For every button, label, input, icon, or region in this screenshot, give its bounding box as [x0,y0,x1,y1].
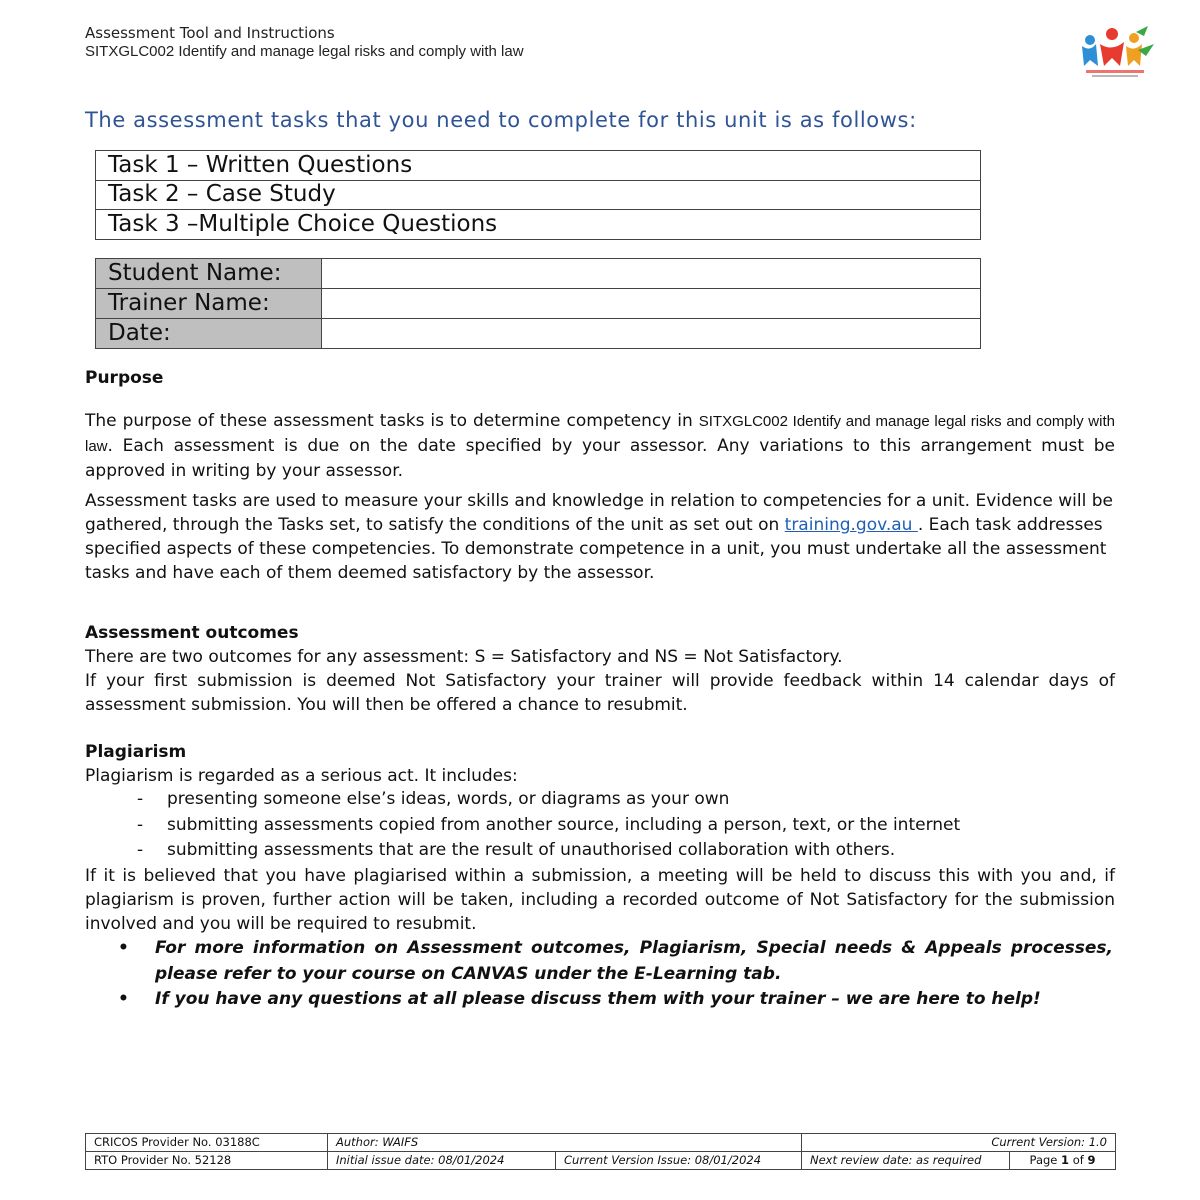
plagiarism-list [137,787,960,864]
purpose-paragraph-2 [85,489,1115,585]
section-heading: The assessment tasks that you need to complete for this unit is as follows: [85,108,917,132]
next-review-date: Next review date: as required [802,1152,1010,1170]
cricos-provider: CRICOS Provider No. 03188C [86,1134,328,1152]
page-prefix: Page [1029,1153,1062,1167]
list-item: • For more information on Assessment outcomes, Plagiarism, Special needs & Appeals processes, please refer to your course on CANVAS under the E-Learning tab. [118,936,1113,987]
notes-list [118,936,1113,1013]
student-name-label: Student Name: [96,259,322,289]
purpose-text: The purpose of these assessment tasks is to determine competency in [85,411,699,431]
task-row: Task 2 – Case Study [96,180,981,210]
current-version-issue: Current Version Issue: 08/01/2024 [556,1152,802,1170]
tasks-table [95,150,981,240]
task-row: Task 3 –Multiple Choice Questions [96,210,981,240]
outcomes-line-2: If your first submission is deemed Not Satisfactory your trainer will provide feedback within 14 calendar days of assessment submission. You will then be offered a chance to resubmit. [85,671,1115,715]
page-number [1010,1152,1116,1170]
student-details-table [95,258,981,349]
student-name-field[interactable] [322,259,981,289]
plagiarism-heading: Plagiarism [85,742,187,762]
plagiarism-intro: Plagiarism is regarded as a serious act. It includes: [85,766,518,786]
page-total: 9 [1087,1153,1096,1167]
initial-issue-date: Initial issue date: 08/01/2024 [328,1152,556,1170]
list-item-text: submitting assessments that are the result of unauthorised collaboration with others. [167,840,896,860]
trainer-name-field[interactable] [322,289,981,319]
task-row: Task 1 – Written Questions [96,151,981,181]
current-version: Current Version: 1.0 [802,1134,1116,1152]
outcomes-heading: Assessment outcomes [85,623,299,643]
note-text: If you have any questions at all please discuss them with your trainer – we are here to help! [155,989,1041,1009]
purpose-unit-name: SITXGLC002 Identify and manage legal risks and comply with law [85,413,1115,455]
trainer-name-label: Trainer Name: [96,289,322,319]
author: Author: WAIFS [328,1134,802,1152]
purpose-paragraph-1 [85,409,1115,483]
rto-provider: RTO Provider No. 52128 [86,1152,328,1170]
header-unit: SITXGLC002 Identify and manage legal risks and comply with law [85,43,524,60]
institute-logo [1076,22,1156,80]
purpose-text: . Each assessment is due on the date specified by your assessor. Any variations to this arrangement must be approved in writing by your assessor. [85,436,1115,481]
purpose-heading: Purpose [85,368,164,388]
outcomes-line-1: There are two outcomes for any assessment: S = Satisfactory and NS = Not Satisfactory. [85,647,843,667]
plagiarism-consequence: If it is believed that you have plagiarised within a submission, a meeting will be held to discuss this with you and, if plagiarism is proven, further action will be taken, including a recorded outcome of Not Satisfactory for the submission involved and you will be required to resubmit. [85,866,1115,934]
header-title: Assessment Tool and Instructions [85,24,335,42]
date-label: Date: [96,319,322,349]
footer-table [85,1133,1116,1170]
purpose-text: Assessment tasks are used to measure your skills and knowledge in relation to competencies for a unit. Evidence will be gathered, through the Tasks set, to satisfy the conditions of the unit as set out on [85,491,1113,535]
note-text: For more information on Assessment outcomes, Plagiarism, Special needs & Appeals processes, please refer to your course on CANVAS under the E-Learning tab. [155,938,1113,984]
training-gov-link[interactable]: training.gov.au [784,515,918,535]
list-item-text: submitting assessments copied from another source, including a person, text, or the internet [167,814,961,835]
page-of: of [1069,1153,1088,1167]
list-item: - submitting assessments copied from another source, including a person, text, or the internet [137,813,960,839]
list-item: • If you have any questions at all please discuss them with your trainer – we are here to help! [118,987,1113,1013]
date-field[interactable] [322,319,981,349]
page-current: 1 [1061,1153,1070,1167]
purpose-text: . Each task addresses specified aspects of these competencies. To demonstrate competence in a unit, you must undertake all the assessment tasks and have each of them deemed satisfactory by the assessor. [85,515,1107,583]
list-item: - submitting assessments that are the result of unauthorised collaboration with others. [137,838,960,864]
list-item: - presenting someone else’s ideas, words, or diagrams as your own [137,787,960,813]
list-item-text: presenting someone else’s ideas, words, or diagrams as your own [167,789,730,809]
